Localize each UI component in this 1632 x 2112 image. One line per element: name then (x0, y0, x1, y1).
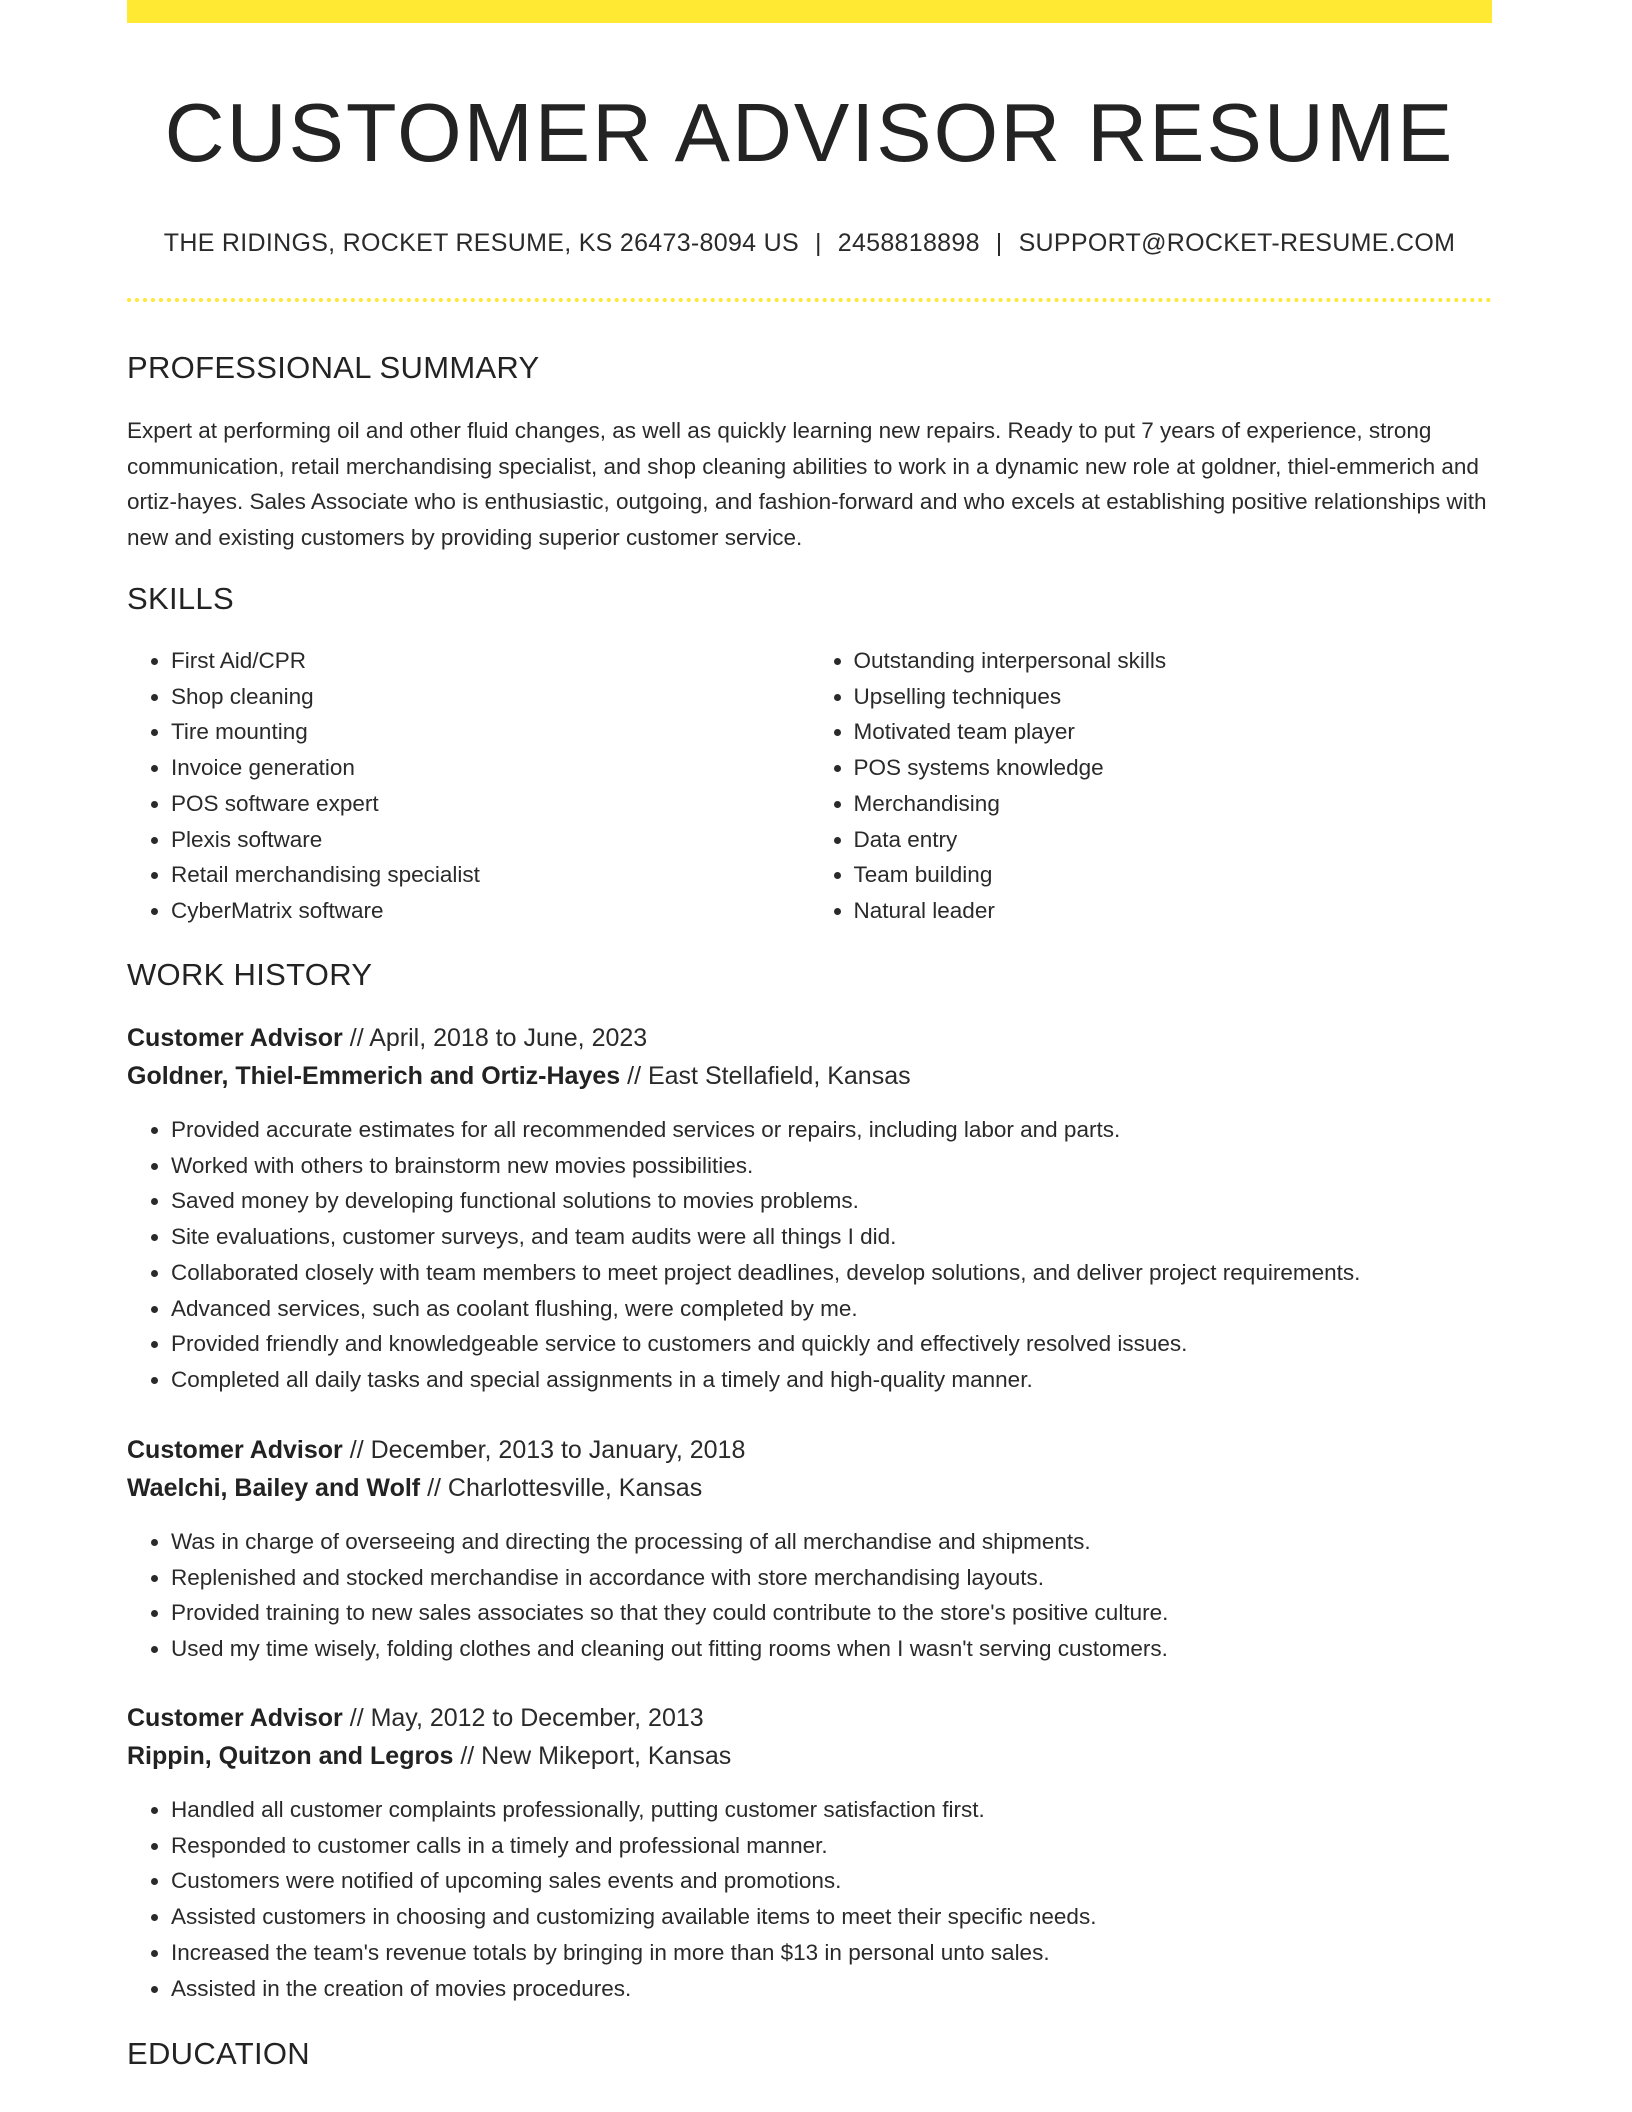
job-entry (127, 1019, 1492, 1398)
list-item: • Responded to customer calls in a timely and professional manner. (171, 1828, 1492, 1864)
list-item: • Merchandising (854, 786, 1493, 822)
job-dates: // April, 2018 to June, 2023 (342, 1024, 648, 1052)
job-title-line (127, 1019, 1492, 1057)
job-bullets (127, 1524, 1492, 1667)
job-company-line (127, 1469, 1492, 1507)
job-location: // East Stellafield, Kansas (620, 1062, 911, 1090)
list-item: • Motivated team player (854, 714, 1493, 750)
list-item: • Saved money by developing functional solutions to movies problems. (171, 1183, 1492, 1219)
skills-list-left (127, 643, 810, 929)
list-item: • Replenished and stocked merchandise in accordance with store merchandising layouts. (171, 1560, 1492, 1596)
job-location: // New Mikeport, Kansas (453, 1742, 732, 1770)
list-item: • Customers were notified of upcoming sales events and promotions. (171, 1863, 1492, 1899)
list-item: • Shop cleaning (171, 679, 810, 715)
contact-separator: | (995, 228, 1003, 257)
job-title-line (127, 1431, 1492, 1469)
header-divider (127, 298, 1492, 302)
list-item: • Natural leader (854, 893, 1493, 929)
list-item: • Provided accurate estimates for all recommended services or repairs, including labor and parts. (171, 1112, 1492, 1148)
list-item: • Provided training to new sales associates so that they could contribute to the store's positive culture. (171, 1595, 1492, 1631)
list-item: • Outstanding interpersonal skills (854, 643, 1493, 679)
job-bullets (127, 1792, 1492, 2006)
list-item: • CyberMatrix software (171, 893, 810, 929)
contact-separator: | (814, 228, 822, 257)
skills-list-right (810, 643, 1493, 929)
contact-line (127, 229, 1492, 258)
work-history-heading: WORK HISTORY (127, 957, 373, 992)
list-item: • Data entry (854, 822, 1493, 858)
job-company-line (127, 1737, 1492, 1775)
list-item: • Collaborated closely with team members to meet project deadlines, develop solutions, and deliver project requirements. (171, 1255, 1492, 1291)
list-item: • Upselling techniques (854, 679, 1493, 715)
list-item: • Retail merchandising specialist (171, 857, 810, 893)
education-section (127, 2036, 1492, 2072)
job-title: Customer Advisor (127, 1704, 343, 1732)
contact-address: THE RIDINGS, ROCKET RESUME, KS 26473-8094 US (163, 228, 799, 257)
list-item: • Tire mounting (171, 714, 810, 750)
list-item: • Site evaluations, customer surveys, and team audits were all things I did. (171, 1219, 1492, 1255)
list-item: • Invoice generation (171, 750, 810, 786)
skills-section (127, 581, 1492, 929)
skills-columns (127, 643, 1492, 929)
accent-top-bar (127, 0, 1492, 23)
job-bullets (127, 1112, 1492, 1398)
list-item: • POS systems knowledge (854, 750, 1493, 786)
work-history-section (127, 957, 1492, 993)
job-entry (127, 1699, 1492, 2006)
list-item: • Completed all daily tasks and special assignments in a timely and high-quality manner. (171, 1362, 1492, 1398)
job-dates: // May, 2012 to December, 2013 (342, 1704, 704, 1732)
list-item: • First Aid/CPR (171, 643, 810, 679)
job-location: // Charlottesville, Kansas (420, 1474, 703, 1502)
summary-section (127, 350, 1492, 555)
contact-email: SUPPORT@ROCKET-RESUME.COM (1018, 228, 1456, 257)
job-company: Goldner, Thiel-Emmerich and Ortiz-Hayes (127, 1062, 621, 1090)
job-title: Customer Advisor (127, 1024, 343, 1052)
resume-title: CUSTOMER ADVISOR RESUME (164, 86, 1455, 179)
job-title: Customer Advisor (127, 1436, 343, 1464)
list-item: • Assisted in the creation of movies procedures. (171, 1971, 1492, 2007)
list-item: • Used my time wisely, folding clothes and cleaning out fitting rooms when I wasn't serving customers. (171, 1631, 1492, 1667)
list-item: • Worked with others to brainstorm new movies possibilities. (171, 1148, 1492, 1184)
job-company: Rippin, Quitzon and Legros (127, 1742, 454, 1770)
summary-heading: PROFESSIONAL SUMMARY (127, 350, 540, 385)
job-entry (127, 1431, 1492, 1667)
job-company: Waelchi, Bailey and Wolf (127, 1474, 421, 1502)
list-item: • Plexis software (171, 822, 810, 858)
list-item: • Assisted customers in choosing and customizing available items to meet their specific needs. (171, 1899, 1492, 1935)
list-item: • Advanced services, such as coolant flushing, were completed by me. (171, 1291, 1492, 1327)
skills-heading: SKILLS (127, 581, 234, 616)
job-dates: // December, 2013 to January, 2018 (342, 1436, 746, 1464)
job-title-line (127, 1699, 1492, 1737)
resume-header (127, 0, 1492, 302)
list-item: • Handled all customer complaints professionally, putting customer satisfaction first. (171, 1792, 1492, 1828)
list-item: • POS software expert (171, 786, 810, 822)
education-heading: EDUCATION (127, 2036, 310, 2071)
list-item: • Was in charge of overseeing and directing the processing of all merchandise and shipments. (171, 1524, 1492, 1560)
summary-text: Expert at performing oil and other fluid changes, as well as quickly learning new repairs. Ready to put 7 years of experience, strong communication, retail merchandising specialist, and shop cleaning abilities to work in a dynamic new role at goldner, thiel-emmerich and ortiz-hayes. Sales Associate who is enthusiastic, outgoing, and fashion-forward and who excels at establishing positive relationships with new and existing customers by providing superior customer service. (127, 418, 1487, 550)
list-item: • Team building (854, 857, 1493, 893)
contact-phone: 2458818898 (837, 228, 980, 257)
list-item: • Provided friendly and knowledgeable service to customers and quickly and effectively resolved issues. (171, 1326, 1492, 1362)
list-item: • Increased the team's revenue totals by bringing in more than $13 in personal unto sales. (171, 1935, 1492, 1971)
job-company-line (127, 1057, 1492, 1095)
